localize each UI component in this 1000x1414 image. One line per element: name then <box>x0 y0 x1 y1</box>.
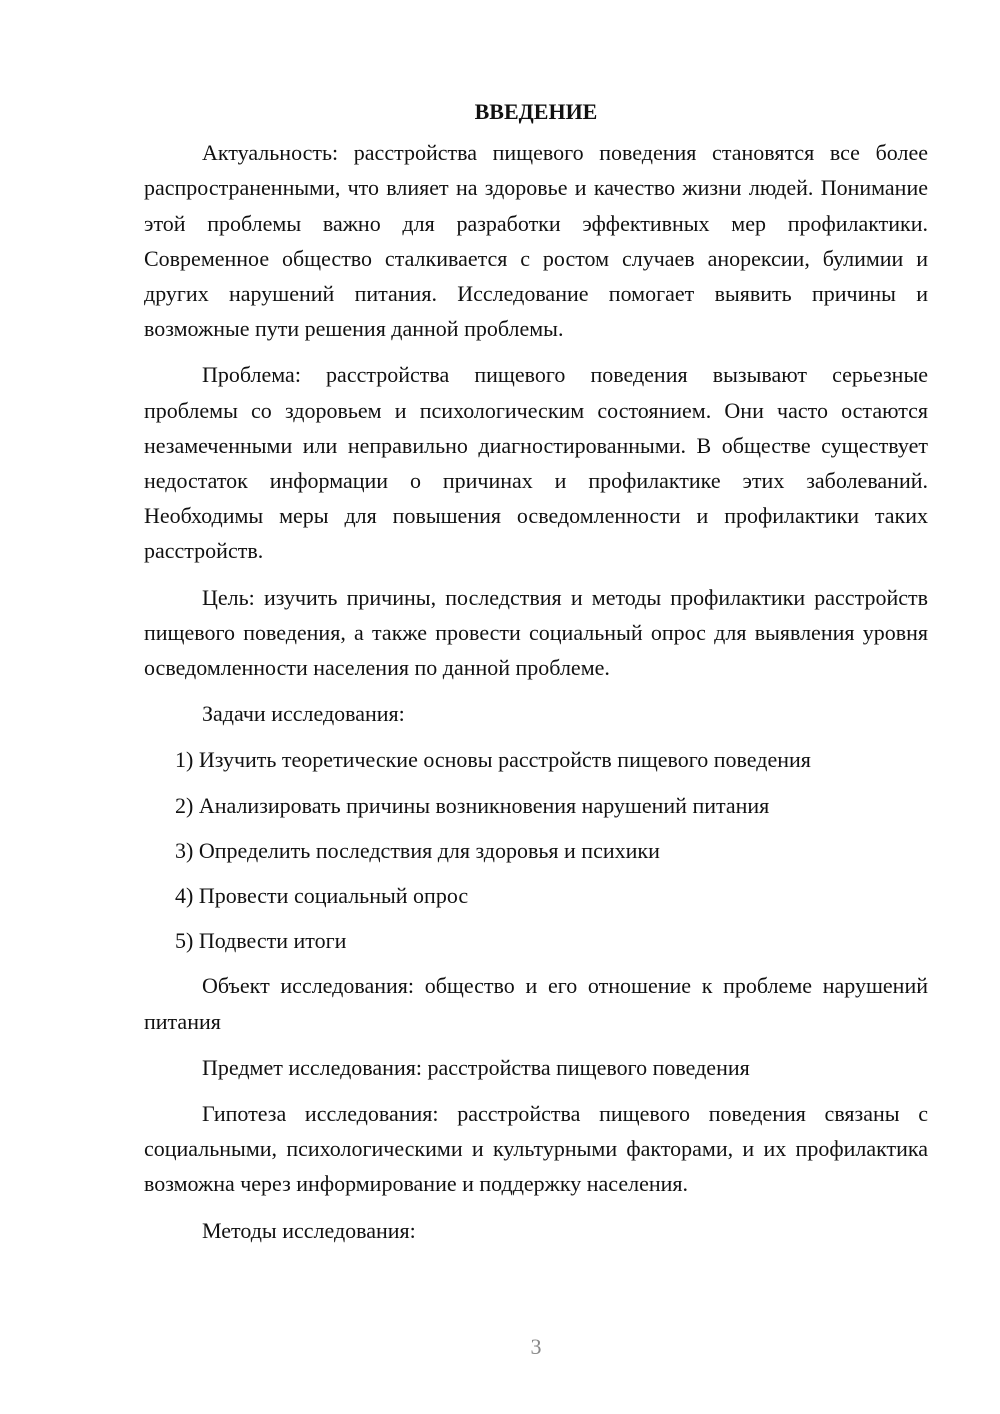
problem-paragraph: Проблема: расстройства пищевого поведения вызывают серьезные проблемы со здоровьем и психологическим состоянием. Они часто остаются незамеченными или неправильно диагностированными. В обществе существует недостаток информации о причинах и профилактике этих заболеваний. Необходимы меры для повышения осведомленности и профилактики таких расстройств. <box>144 362 928 564</box>
list-item: 5) Подвести итоги <box>175 928 347 954</box>
page-content <box>144 94 928 1259</box>
list-item: 3) Определить последствия для здоровья и психики <box>175 837 660 863</box>
relevance-paragraph: Актуальность: расстройства пищевого поведения становятся все более распространенными, что влияет на здоровье и качество жизни людей. Понимание этой проблемы важно для разработки эффективных мер профилактики. Современное общество сталкивается с ростом случаев анорексии, булимии и других нарушений питания. Исследование помогает выявить причины и возможные пути решения данной проблемы. <box>144 140 928 342</box>
page-number: 3 <box>530 1334 542 1359</box>
methods-heading: Методы исследования: <box>202 1217 416 1243</box>
object-paragraph: Объект исследования: общество и его отношение к проблеме нарушений питания <box>144 973 928 1034</box>
section-title: ВВЕДЕНИЕ <box>474 99 598 124</box>
list-item: 4) Провести социальный опрос <box>175 883 469 909</box>
hypothesis-paragraph: Гипотеза исследования: расстройства пищевого поведения связаны с социальными, психологическими и культурными факторами, и их профилактика возможна через информирование и поддержку населения. <box>144 1101 928 1197</box>
list-item: 2) Анализировать причины возникновения нарушений питания <box>175 792 770 818</box>
tasks-list <box>144 742 928 958</box>
subject-paragraph: Предмет исследования: расстройства пищевого поведения <box>202 1054 750 1080</box>
tasks-heading: Задачи исследования: <box>202 701 405 727</box>
goal-paragraph: Цель: изучить причины, последствия и методы профилактики расстройств пищевого поведения, а также провести социальный опрос для выявления уровня осведомленности населения по данной проблеме. <box>144 584 928 681</box>
list-item: 1) Изучить теоретические основы расстройств пищевого поведения <box>175 747 811 773</box>
